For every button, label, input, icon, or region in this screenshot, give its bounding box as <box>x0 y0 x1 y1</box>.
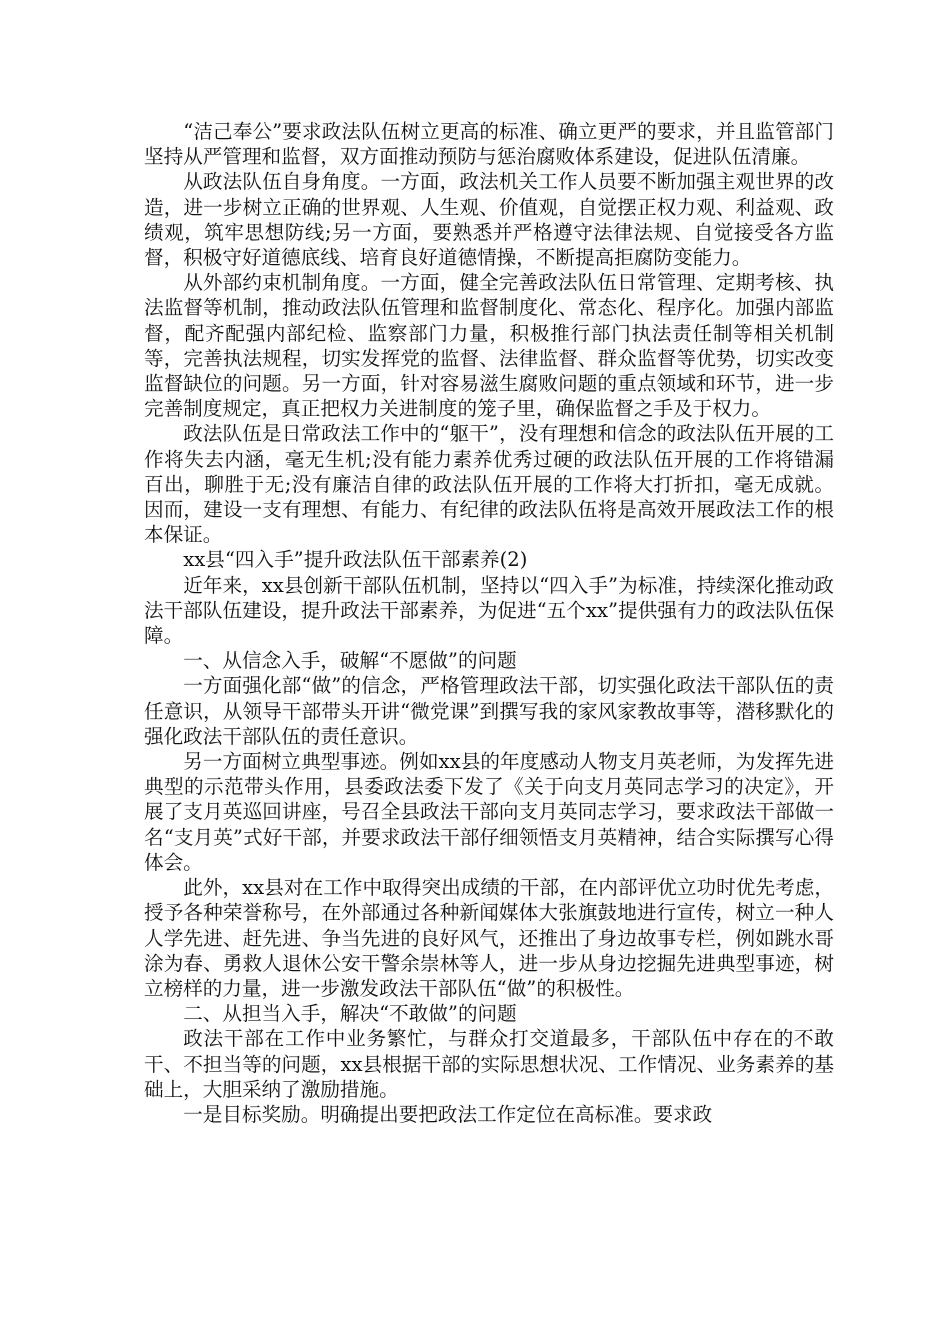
paragraph: 从政法队伍自身角度。一方面，政法机关工作人员要不断加强主观世界的改造，进一步树立正确的世界观、人生观、价值观，自觉摆正权力观、利益观、政绩观，筑牢思想防线;另一方面，要熟悉并严格遵守法律法规、自觉接受各方监督，积极守好道德底线、培育良好道德情操，不断提高拒腐防变能力。 <box>144 170 834 270</box>
paragraph: 政法干部在工作中业务繁忙，与群众打交道最多，干部队伍中存在的不敢干、不担当等的问题，xx县根据干部的实际思想状况、工作情况、业务素养的基础上，大胆采纳了激励措施。 <box>144 1027 834 1101</box>
document-body <box>144 119 834 1127</box>
paragraph: 近年来，xx县创新干部队伍机制，坚持以“四入手”为标准，持续深化推动政法干部队伍建设，提升政法干部素养，为促进“五个xx”提供强有力的政法队伍保障。 <box>144 573 834 648</box>
section-heading: 一、从信念入手，破解“不愿做”的问题 <box>183 649 517 673</box>
section-heading: 二、从担当入手，解决“不敢做”的问题 <box>183 1002 517 1026</box>
section-title: xx县“四入手”提升政法队伍干部素养(2) <box>183 548 528 572</box>
paragraph: 从外部约束机制角度。一方面，健全完善政法队伍日常管理、定期考核、执法监督等机制，推动政法队伍管理和监督制度化、常态化、程序化。加强内部监督，配齐配强内部纪检、监察部门力量，积极推行部门执法责任制等相关机制等，完善执法规程，切实发挥党的监督、法律监督、群众监督等优势，切实改变监督缺位的问题。另一方面，针对容易滋生腐败问题的重点领域和环节，进一步完善制度规定，真正把权力关进制度的笼子里，确保监督之手及于权力。 <box>144 271 834 421</box>
paragraph: 一方面强化部“做”的信念，严格管理政法干部，切实强化政法干部队伍的责任意识，从领导干部带头开讲“微党课”到撰写我的家风家教故事等，潜移默化的强化政法干部队伍的责任意识。 <box>144 674 834 748</box>
paragraph: 一是目标奖励。明确提出要把政法工作定位在高标准。要求政 <box>183 1102 713 1126</box>
paragraph: 另一方面树立典型事迹。例如xx县的年度感动人物支月英老师，为发挥先进典型的示范带头作用，县委政法委下发了《关于向支月英同志学习的决定》，开展了支月英巡回讲座，号召全县政法干部向支月英同志学习，要求政法干部做一名“支月英”式好干部，并要求政法干部仔细领悟支月英精神，结合实际撰写心得体会。 <box>144 750 834 874</box>
paragraph: 政法队伍是日常政法工作中的“躯干”，没有理想和信念的政法队伍开展的工作将失去内涵，毫无生机;没有能力素养优秀过硬的政法队伍开展的工作将错漏百出，聊胜于无;没有廉洁自律的政法队伍开展的工作将大打折扣，毫无成就。因而，建设一支有理想、有能力、有纪律的政法队伍将是高效开展政法工作的根本保证。 <box>144 422 834 547</box>
paragraph: “洁己奉公”要求政法队伍树立更高的标准、确立更严的要求，并且监管部门坚持从严管理和监督，双方面推动预防与惩治腐败体系建设，促进队伍清廉。 <box>144 120 834 169</box>
paragraph: 此外，xx县对在工作中取得突出成绩的干部，在内部评优立功时优先考虑，授予各种荣誉称号，在外部通过各种新闻媒体大张旗鼓地进行宣传，树立一种人人学先进、赶先进、争当先进的良好风气，还推出了身边故事专栏，例如跳水哥涂为春、勇救人退休公安干警余崇林等人，进一步从身边挖掘先进典型事迹，树立榜样的力量，进一步激发政法干部队伍“做”的积极性。 <box>144 876 834 1000</box>
